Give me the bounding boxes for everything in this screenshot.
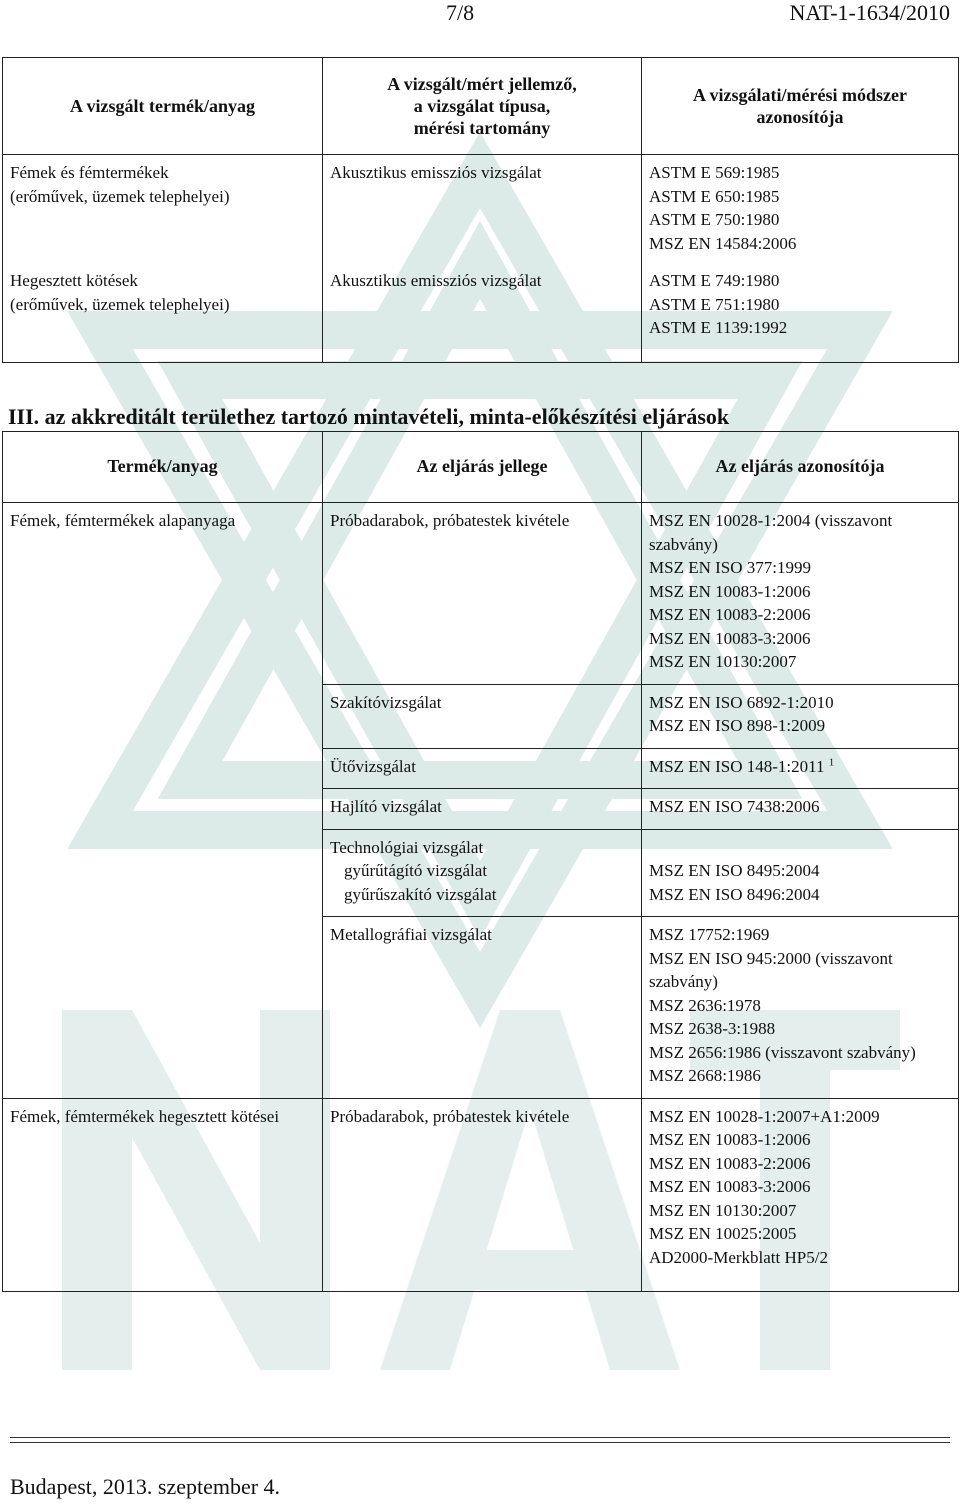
method-line: ASTM E 650:1985 xyxy=(649,186,780,206)
procedure-line: gyűrűszakító vizsgálat xyxy=(344,884,497,904)
procedure-id-line: MSZ EN 10083-2:2006 xyxy=(649,1153,811,1173)
procedure-id-line: MSZ EN ISO 945:2000 (visszavont szabvány) xyxy=(649,948,893,991)
table-row xyxy=(3,1098,959,1292)
method-line: MSZ EN 14584:2006 xyxy=(649,233,797,253)
procedure-cell xyxy=(323,503,642,685)
product-line: Hegesztett kötések xyxy=(10,271,138,290)
procedure-id-cell xyxy=(642,829,959,917)
test-line: Akusztikus emissziós vizsgálat xyxy=(330,163,542,182)
document-id: NAT-1-1634/2010 xyxy=(789,0,950,25)
procedure-line: Technológiai vizsgálat xyxy=(330,837,484,857)
header-product: A vizsgált termék/anyag xyxy=(3,58,323,155)
procedure-id-line: MSZ EN ISO 7438:2006 xyxy=(649,797,820,816)
method-line: ASTM E 749:1980 xyxy=(649,271,780,290)
method-line: ASTM E 569:1985 xyxy=(649,163,780,182)
product-line: Fémek, fémtermékek hegesztett kötései xyxy=(10,1106,280,1126)
header-characteristic: A vizsgált/mért jellemző, a vizsgálat típusa, mérési tartomány xyxy=(323,58,642,155)
product-cell xyxy=(3,263,323,362)
product-line: (erőművek, üzemek telephelyei) xyxy=(10,186,230,206)
procedure-id-line: MSZ EN ISO 8495:2004 xyxy=(649,861,820,880)
procedure-id-cell xyxy=(642,748,959,789)
test-line: Akusztikus emissziós vizsgálat xyxy=(330,271,542,290)
procedure-id-line: MSZ EN 10130:2007 xyxy=(649,1200,797,1220)
page-number: 7/8 xyxy=(446,0,475,25)
header-method-id: A vizsgálati/mérési módszer azonosítója xyxy=(642,58,959,155)
product-cell xyxy=(3,155,323,264)
procedure-id-line: MSZ EN ISO 148-1:2011 $^1$ xyxy=(649,755,835,776)
procedure-id-line xyxy=(649,836,951,860)
footer-divider xyxy=(10,1442,950,1443)
table-row xyxy=(3,503,959,685)
procedure-id-line: MSZ EN 10130:2007 xyxy=(649,652,797,671)
procedure-id-line: MSZ EN 10028-1:2007+A1:2009 xyxy=(649,1106,880,1126)
procedure-id-line: MSZ EN ISO 898-1:2009 xyxy=(649,716,826,735)
procedure-id-line: MSZ EN 10083-3:2006 xyxy=(649,1177,811,1196)
table-header-row xyxy=(3,58,959,155)
method-line: ASTM E 1139:1992 xyxy=(649,318,788,337)
procedure-id-line: MSZ EN 10028-1:2004 (visszavont szabvány) xyxy=(649,511,893,554)
section-title: III. az akkreditált területhez tartozó mintavételi, minta-előkészítési eljárások xyxy=(8,404,730,429)
procedure-id-line: MSZ EN ISO 8496:2004 xyxy=(649,884,820,904)
procedure-id-line: MSZ EN 10083-1:2006 xyxy=(649,1130,811,1149)
procedure-id-line: MSZ EN 10025:2005 xyxy=(649,1224,797,1243)
table-header-row xyxy=(3,432,959,503)
procedure-cell xyxy=(323,748,642,789)
procedure-line: Próbadarabok, próbatestek kivétele xyxy=(330,1106,570,1126)
procedure-id-cell xyxy=(642,1098,959,1292)
procedure-line: Ütővizsgálat xyxy=(330,756,416,776)
procedure-line: Hajlító vizsgálat xyxy=(330,797,442,816)
procedure-id-line: MSZ 2656:1986 (visszavont szabvány) xyxy=(649,1042,916,1062)
table-row xyxy=(3,155,959,264)
procedure-id-cell xyxy=(642,503,959,685)
product-cell xyxy=(3,1098,323,1292)
procedure-id-line: MSZ EN 10083-2:2006 xyxy=(649,605,811,624)
procedure-cell xyxy=(323,1098,642,1292)
product-line: (erőművek, üzemek telephelyei) xyxy=(10,294,230,314)
product-cell xyxy=(3,503,323,1099)
procedure-id-line: MSZ 17752:1969 xyxy=(649,925,770,944)
method-cell xyxy=(642,263,959,362)
procedure-cell xyxy=(323,789,642,830)
footnote-marker[interactable]: 1 xyxy=(828,755,835,768)
footer-place-date: Budapest, 2013. szeptember 4. xyxy=(10,1474,281,1499)
header-procedure: Az eljárás jellege xyxy=(323,432,642,503)
table-row xyxy=(3,263,959,362)
procedure-line: Szakítóvizsgálat xyxy=(330,692,442,712)
procedure-id-line: AD2000-Merkblatt HP5/2 xyxy=(649,1247,828,1267)
procedure-id-cell xyxy=(642,917,959,1099)
procedure-cell xyxy=(323,684,642,748)
footer-divider xyxy=(10,1437,950,1438)
procedure-id-line: MSZ 2636:1978 xyxy=(649,995,761,1015)
procedure-line: Próbadarabok, próbatestek kivétele xyxy=(330,511,570,530)
procedure-id-cell xyxy=(642,684,959,748)
procedure-id-line: MSZ 2668:1986 xyxy=(649,1066,761,1085)
procedure-line: gyűrűtágító vizsgálat xyxy=(344,861,488,880)
procedure-id-line: MSZ 2638-3:1988 xyxy=(649,1019,776,1038)
header-product: Termék/anyag xyxy=(3,432,323,503)
header-procedure-id: Az eljárás azonosítója xyxy=(642,432,959,503)
procedure-line: Metallográfiai vizsgálat xyxy=(330,925,492,944)
test-cell xyxy=(323,155,642,264)
methods-table xyxy=(2,57,959,363)
procedure-id-cell xyxy=(642,789,959,830)
product-line: Fémek, fémtermékek alapanyaga xyxy=(10,511,236,530)
procedure-id-line: MSZ EN 10083-3:2006 xyxy=(649,628,811,648)
procedure-id-line: MSZ EN 10083-1:2006 xyxy=(649,581,811,601)
method-line: ASTM E 751:1980 xyxy=(649,294,780,314)
procedure-cell xyxy=(323,829,642,917)
procedure-cell xyxy=(323,917,642,1099)
method-line: ASTM E 750:1980 xyxy=(649,210,780,229)
product-line: Fémek és fémtermékek xyxy=(10,163,169,182)
procedure-id-line: MSZ EN ISO 377:1999 xyxy=(649,558,811,577)
sampling-procedures-table xyxy=(2,431,959,1292)
procedure-id-line: MSZ EN ISO 6892-1:2010 xyxy=(649,692,834,712)
test-cell xyxy=(323,263,642,362)
method-cell xyxy=(642,155,959,264)
